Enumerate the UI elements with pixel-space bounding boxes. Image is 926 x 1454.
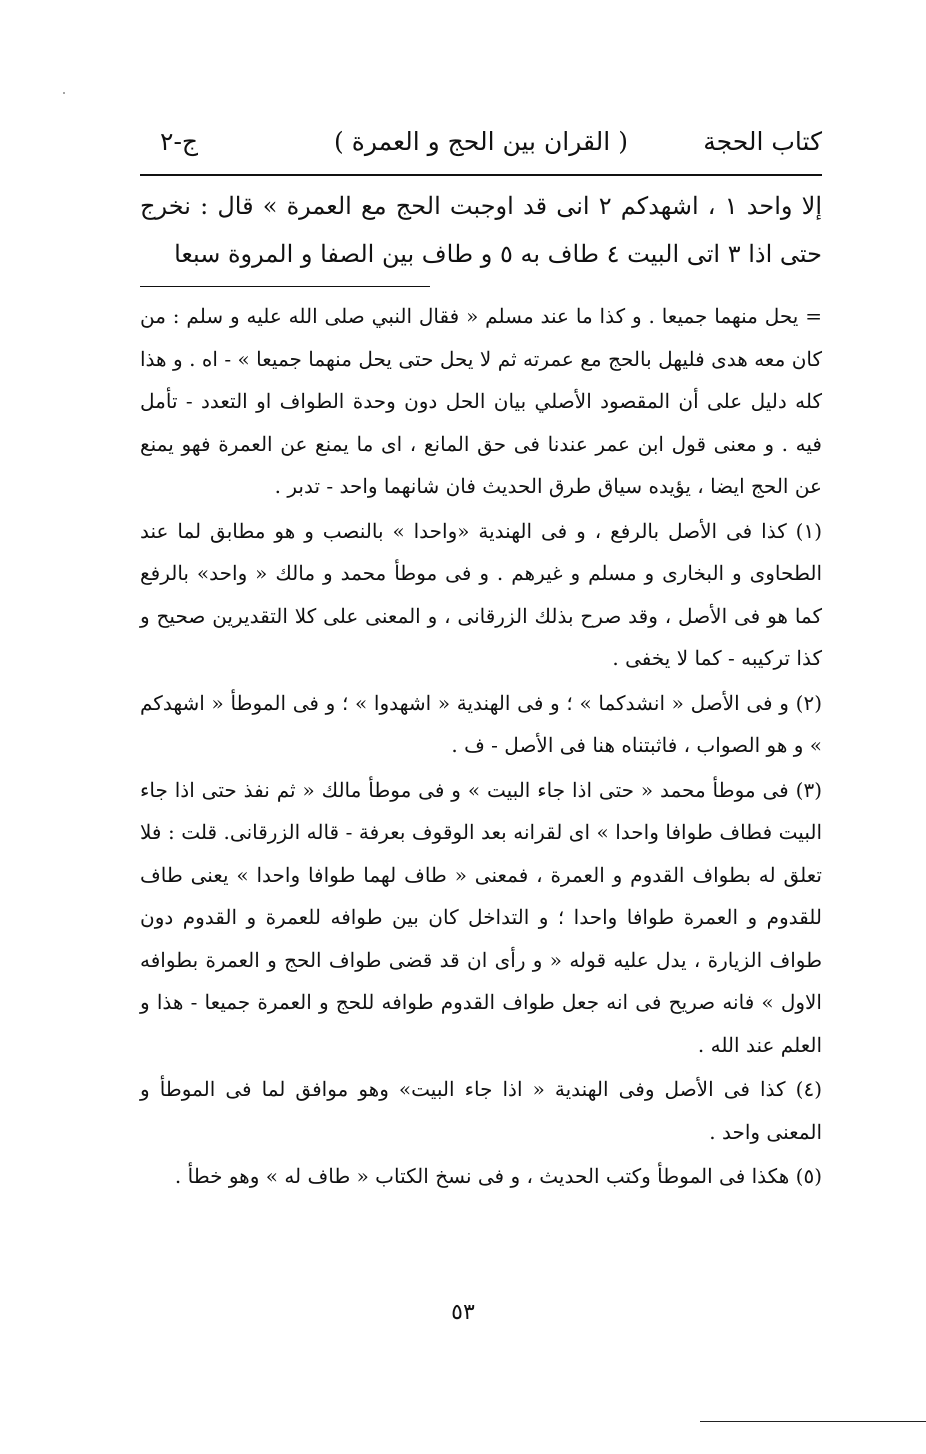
scan-speck (63, 92, 65, 94)
footnote-separator (140, 286, 430, 287)
section-title: ( القران بين الحج و العمرة ) (334, 127, 628, 156)
footnotes (140, 295, 822, 1198)
footnote-4: (٤) كذا فى الأصل وفى الهندية « اذا جاء البيت» وهو موافق لما فى الموطأ و المعنى واحد . (140, 1077, 822, 1144)
footnote-5: (٥) هكذا فى الموطأ وكتب الحديث ، و فى نسخ الكتاب « طاف له » وهو خطأ . (174, 1164, 822, 1188)
main-text: إلا واحد ١ ، اشهدكم ٢ انى قد اوجبت الحج مع العمرة » قال : نخرج حتى اذا ٣ اتى البيت ٤ طاف به ٥ و طاف بين الصفا و المروة سبعا (140, 192, 823, 268)
header-rule (140, 174, 822, 176)
book-title: كتاب الحجة (703, 127, 822, 156)
page-number: ٥٣ (451, 1300, 475, 1325)
bottom-rule (700, 1421, 926, 1422)
book-page (140, 118, 822, 1198)
running-header (140, 118, 822, 174)
continuation-note: = يحل منهما جميعا . و كذا ما عند مسلم « فقال النبي صلى الله عليه و سلم : من كان معه هدى فليهل بالحج مع عمرته ثم لا يحل حتى يحل منهما جميعا » - اه . و هذا كله دليل على أن المقصود الأصلي بيان الحل دون وحدة الطواف او التعدد - تأمل فيه . و معنى قول ابن عمر عندنا فى حق المانع ، اى ما يمنع عن العمرة فهو يمنع عن الحج ايضا ، يؤيده سياق طرق الحديث فان شانهما واحد - تدبر . (140, 304, 823, 498)
footnote-1: (١) كذا فى الأصل بالرفع ، و فى الهندية «واحدا » بالنصب و هو مطابق لما عند الطحاوى و البخارى و مسلم و غيرهم . و فى موطأ محمد و مالك « واحد» بالرفع كما هو فى الأصل ، وقد صرح بذلك الزرقانى ، و المعنى على كلا التقديرين صحيح و كذا تركيبه - كما لا يخفى . (140, 518, 822, 670)
footnote-3: (٣) فى موطأ محمد « حتى اذا جاء البيت » و فى موطأ مالك « ثم نفذ حتى اذا جاء البيت فطاف طوافا واحدا » اى لقرانه بعد الوقوف بعرفة - قاله الزرقانى. قلت : فلا تعلق له بطواف القدوم و العمرة ، فمعنى « طاف لهما طوافا واحدا » يعنى طاف للقدوم و العمرة طوافا واحدا ؛ و التداخل كان بين طوافه للعمرة و القدوم دون طواف الزيارة ، يدل عليه قوله « و رأى ان قد قضى طواف الحج و العمرة بطوافه الاول » فانه صريح فى انه جعل طواف القدوم طوافه للحج و العمرة جميعا - هذا و العلم عند الله . (140, 777, 822, 1057)
footnote-2: (٢) و فى الأصل « انشدكما » ؛ و فى الهندية « اشهدوا » ؛ و فى الموطأ « اشهدكم » و هو الصواب ، فاثبتناه هنا فى الأصل - ف . (140, 690, 822, 757)
volume-label: ج-٢ (160, 127, 199, 156)
